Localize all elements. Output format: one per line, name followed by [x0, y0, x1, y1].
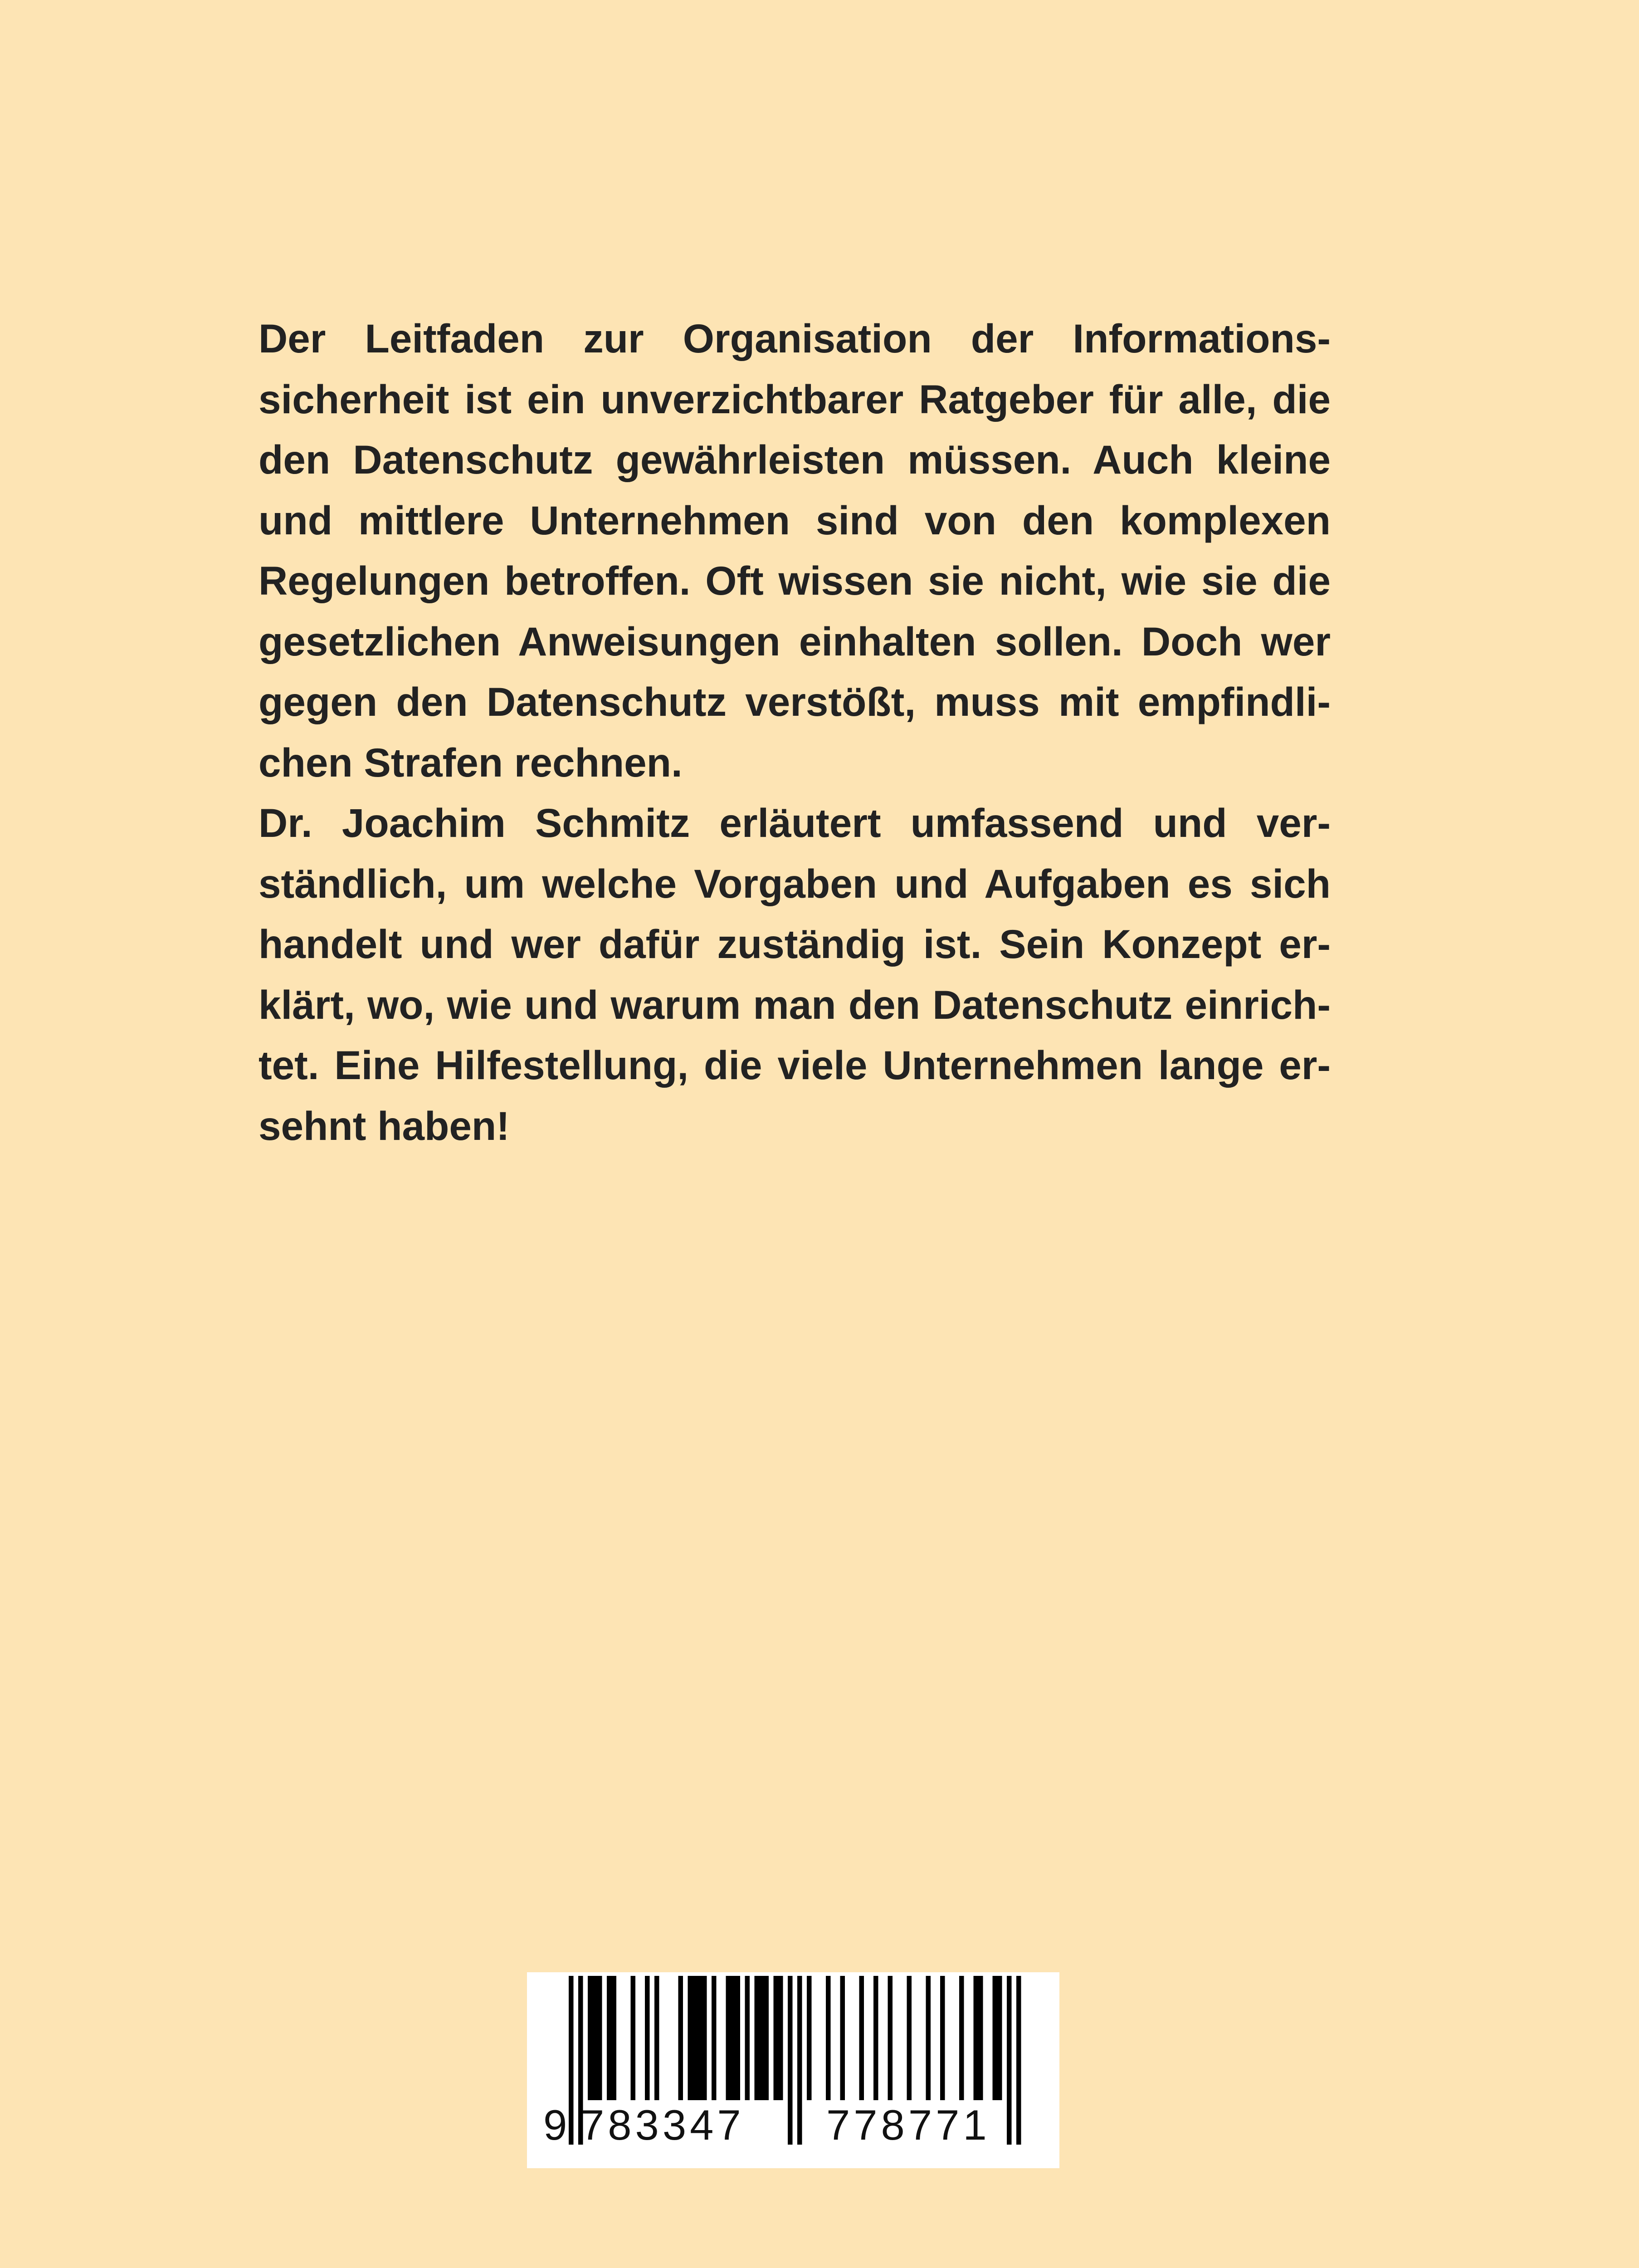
barcode-bar: [907, 1976, 912, 2100]
barcode-bar: [774, 1976, 783, 2100]
barcode-right-digits: 778771: [826, 2101, 990, 2149]
barcode-bar: [826, 1976, 831, 2100]
barcode-bar: [993, 1976, 1002, 2100]
barcode-bar: [888, 1976, 893, 2100]
barcode-bar: [712, 1976, 717, 2100]
barcode-bar: [755, 1976, 769, 2100]
blurb-line: den Datenschutz gewährleisten müssen. Auch kleine: [259, 437, 1331, 482]
barcode-bar: [631, 1976, 636, 2100]
barcode-bar: [726, 1976, 741, 2100]
blurb-line: und mittlere Unternehmen sind von den komplexen: [259, 497, 1331, 543]
barcode-bar: [807, 1976, 812, 2100]
barcode-bar: [788, 1976, 793, 2145]
barcode-bar: [926, 1976, 931, 2100]
barcode-bar: [797, 1976, 802, 2145]
barcode-bar: [588, 1976, 602, 2100]
blurb-line: Regelungen betroffen. Oft wissen sie nicht, wie sie die: [259, 558, 1331, 603]
blurb-line: tet. Eine Hilfestellung, die viele Unternehmen lange er-: [259, 1042, 1331, 1088]
barcode-bar: [1016, 1976, 1021, 2145]
blurb-line: klärt, wo, wie und warum man den Datenschutz einrich-: [259, 982, 1331, 1027]
barcode-bar: [645, 1976, 650, 2100]
blurb-line: gegen den Datenschutz verstößt, muss mit empfindli-: [259, 679, 1331, 724]
barcode-lead-digit: 9: [543, 2101, 571, 2149]
barcode-bar: [678, 1976, 683, 2100]
barcode-left-digits: 783347: [580, 2101, 745, 2149]
blurb-line: Dr. Joachim Schmitz erläutert umfassend und ver-: [259, 800, 1331, 846]
barcode-bar: [607, 1976, 616, 2100]
barcode-bar: [974, 1976, 983, 2100]
barcode-bar: [959, 1976, 964, 2100]
barcode-bar: [688, 1976, 707, 2100]
barcode-bar: [873, 1976, 878, 2100]
back-cover-blurb: [259, 308, 1331, 1156]
isbn-barcode: [527, 1972, 1059, 2168]
blurb-line: chen Strafen rechnen.: [259, 739, 683, 785]
barcode-bar: [940, 1976, 945, 2100]
barcode-bar: [840, 1976, 845, 2100]
barcode-bar: [1007, 1976, 1012, 2145]
blurb-line: sehnt haben!: [259, 1103, 510, 1149]
barcode-bar: [859, 1976, 864, 2100]
blurb-line: handelt und wer dafür zuständig ist. Sein Konzept er-: [259, 921, 1331, 967]
blurb-line: Der Leitfaden zur Organisation der Informations-: [259, 316, 1331, 361]
blurb-line: ständlich, um welche Vorgaben und Aufgaben es sich: [259, 860, 1331, 906]
blurb-line: sicherheit ist ein unverzichtbarer Ratgeber für alle, die: [259, 376, 1331, 422]
blurb-line: gesetzlichen Anweisungen einhalten sollen. Doch wer: [259, 618, 1331, 664]
barcode-bar: [654, 1976, 659, 2100]
barcode-bar: [745, 1976, 750, 2100]
